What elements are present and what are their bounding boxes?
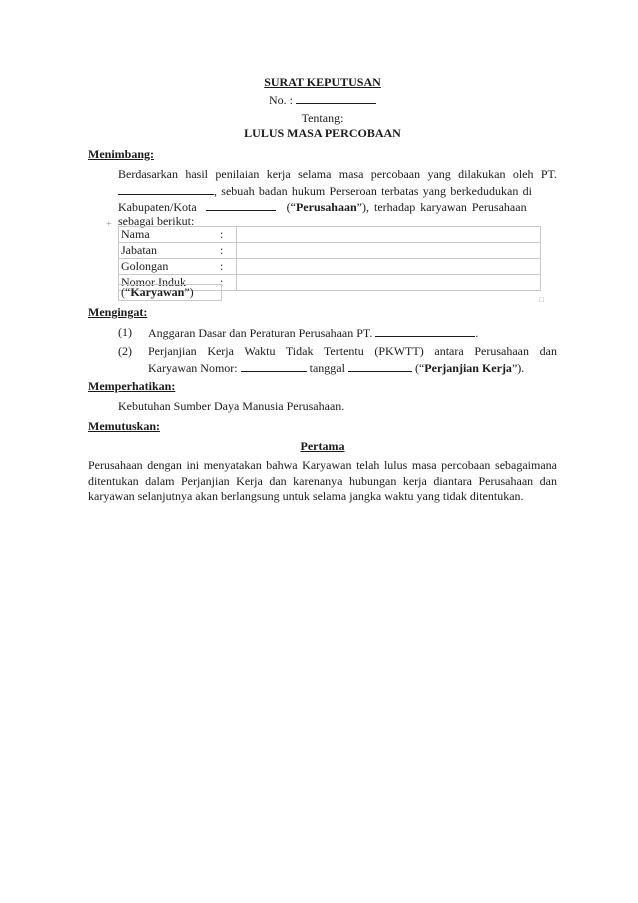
row-value-golongan[interactable] — [237, 259, 541, 275]
karyawan-close: ”) — [184, 285, 194, 299]
karyawan-label — [118, 284, 222, 301]
table-row — [119, 227, 541, 243]
row-colon: : — [218, 227, 237, 243]
item-1-text-wrap — [148, 325, 557, 342]
city-blank — [206, 199, 276, 211]
mengingat-item-1 — [118, 325, 557, 341]
item-2-line-2 — [148, 360, 557, 377]
row-value-nomor-induk[interactable] — [237, 275, 541, 291]
document-title: SURAT KEPUTUSAN — [264, 75, 381, 89]
decision-paragraph: Perusahaan dengan ini menyatakan bahwa Karyawan telah lulus masa percobaan sebagaimana ditentukan dalam Perjanjian Kerja dan karenanya hubungan kerja diantara Perusahaan dan karyawan selanjutnya akan berlangsung untuk selama jangka waktu yang tidak ditentukan. — [88, 458, 557, 504]
about-label: Tentang: — [301, 111, 344, 125]
memperhatikan-heading: Memperhatikan: — [88, 379, 176, 393]
row-colon: : — [218, 275, 237, 291]
item-number: (2) — [118, 344, 132, 358]
menimbang-line-3-start: Kabupaten/Kota — [118, 200, 197, 214]
document-number-line — [88, 92, 557, 109]
table-row — [119, 243, 541, 259]
item-2-open: (“ — [414, 361, 425, 375]
mengingat-item-2 — [118, 344, 557, 376]
table-resize-handle-icon[interactable]: □ — [539, 295, 544, 304]
table-row — [119, 259, 541, 275]
item-1-text: Anggaran Dasar dan Peraturan Perusahaan PT. — [148, 326, 373, 340]
mengingat-heading: Mengingat: — [88, 305, 148, 319]
number-blank — [296, 92, 376, 104]
row-value-nama[interactable] — [237, 227, 541, 243]
karyawan-open: (“ — [121, 285, 131, 299]
agreement-number-blank — [241, 360, 307, 372]
item-2-line-2-mid: tanggal — [309, 361, 345, 375]
row-colon: : — [218, 243, 237, 259]
row-label-nama: Nama — [119, 227, 219, 243]
karyawan-term: Karyawan — [130, 285, 185, 299]
item-2-close: ”). — [511, 361, 525, 375]
company-name-blank — [118, 183, 214, 195]
row-value-jabatan[interactable] — [237, 243, 541, 259]
table-move-handle-icon[interactable]: + — [106, 219, 112, 230]
item-number: (1) — [118, 325, 132, 339]
menimbang-line-1: Berdasarkan hasil penilaian kerja selama masa percobaan yang dilakukan oleh PT. — [118, 167, 557, 181]
pertama-heading: Pertama — [300, 439, 345, 453]
item-1-end: . — [475, 326, 479, 340]
item-2-line-2-start: Karyawan Nomor: — [148, 361, 238, 375]
company-pt-blank — [375, 325, 475, 337]
row-label-nomor-induk: Nomor Induk — [119, 275, 219, 291]
number-label: No. : — [269, 93, 293, 107]
menimbang-line-2-text: , sebuah badan hukum Perseroan terbatas yang berkedudukan di — [214, 184, 532, 198]
item-2-line-1: Perjanjian Kerja Waktu Tidak Tertentu (PKWTT) antara Perusahaan dan — [148, 344, 557, 358]
menimbang-line-2 — [118, 183, 557, 200]
row-label-jabatan: Jabatan — [119, 243, 219, 259]
row-colon: : — [218, 259, 237, 275]
menimbang-line-4: sebagai berikut: — [118, 214, 195, 228]
document-subject: LULUS MASA PERCOBAAN — [244, 126, 401, 140]
menimbang-heading: Menimbang: — [88, 147, 154, 161]
perusahaan-term: Perusahaan — [295, 200, 357, 214]
perjanjian-kerja-term: Perjanjian Kerja — [424, 361, 512, 375]
menimbang-paren-open: (“ — [286, 200, 296, 214]
employee-info-table — [118, 226, 541, 291]
row-label-golongan: Golongan — [119, 259, 219, 275]
menimbang-line-3-rest: ”), terhadap karyawan Perusahaan — [356, 200, 527, 214]
agreement-date-blank — [348, 360, 412, 372]
memutuskan-heading: Memutuskan: — [88, 419, 161, 433]
memperhatikan-text: Kebutuhan Sumber Daya Manusia Perusahaan. — [118, 399, 345, 413]
